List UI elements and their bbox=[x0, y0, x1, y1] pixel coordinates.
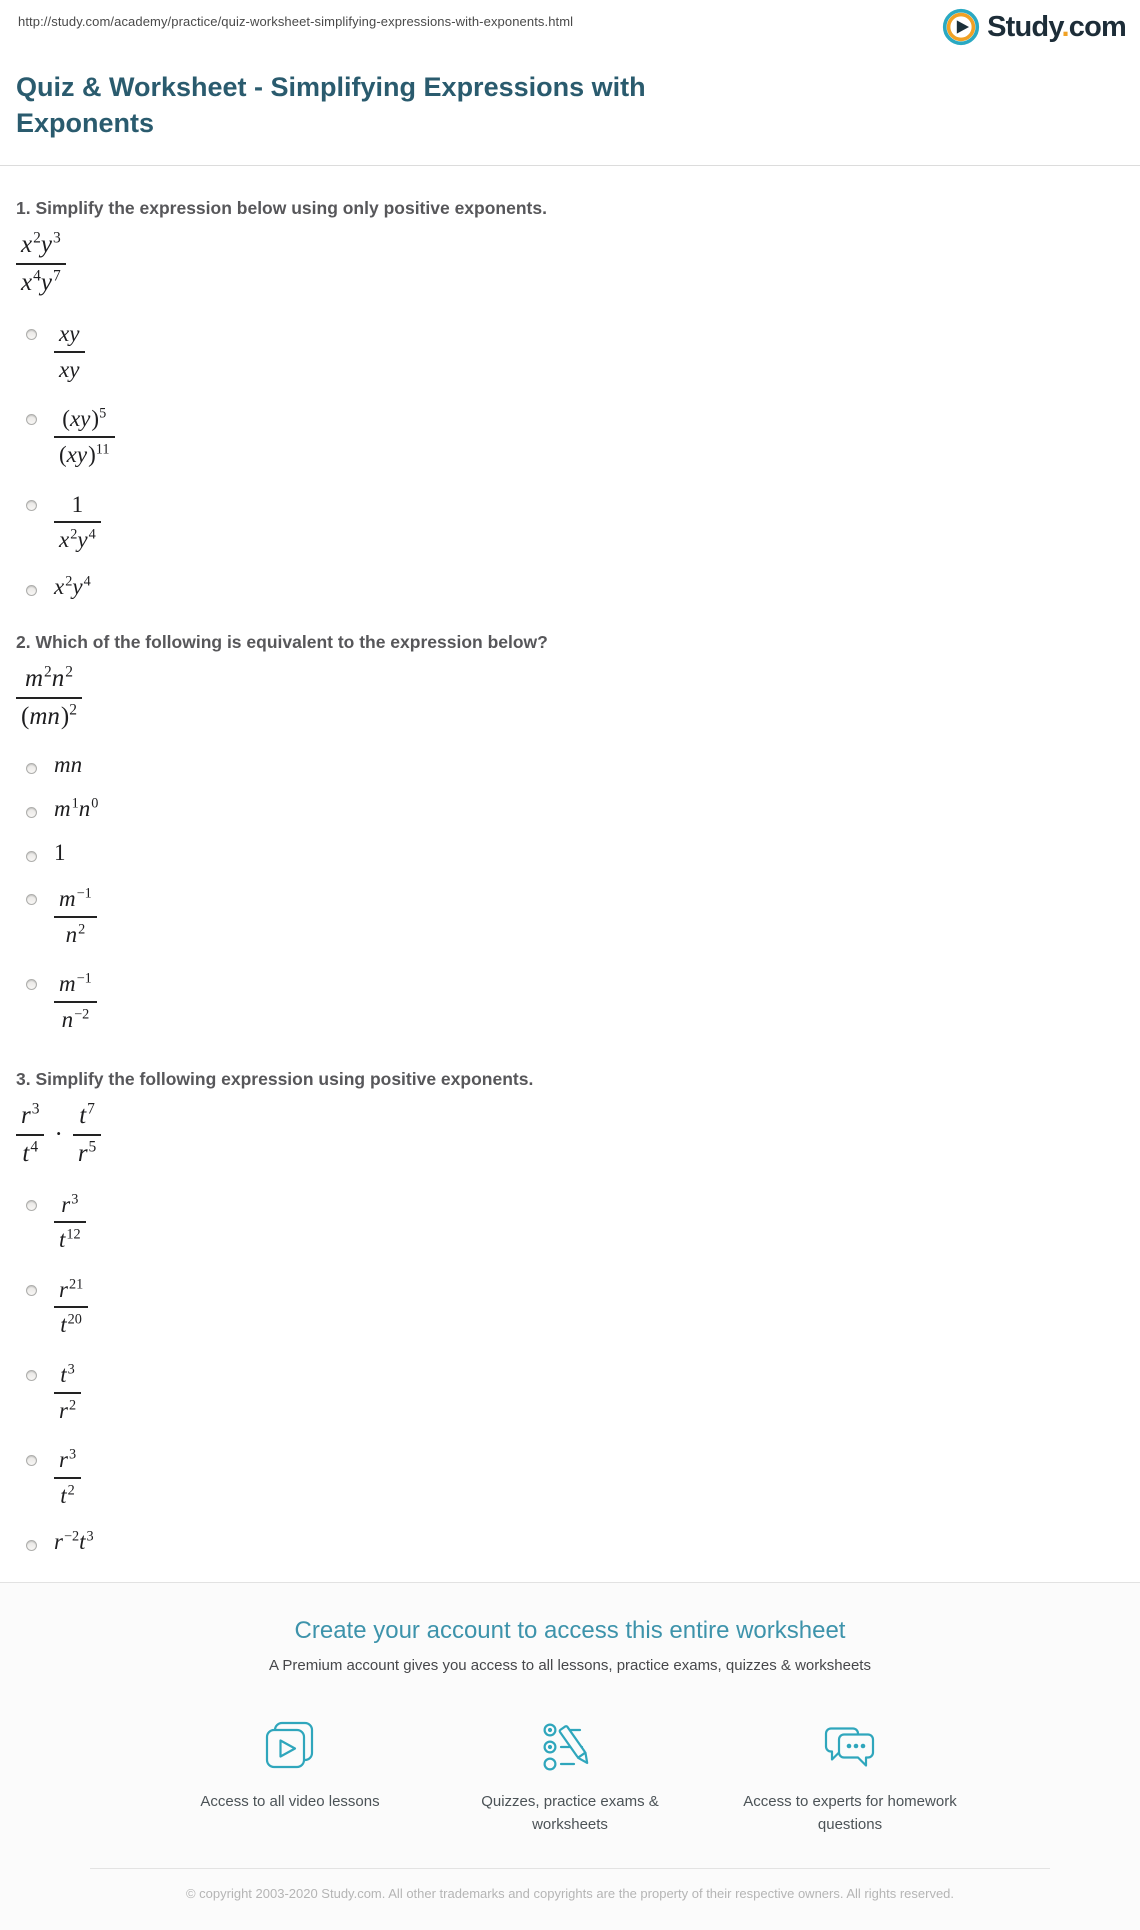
cta-subtitle: A Premium account gives you access to all lessons, practice exams, quizzes & worksheets bbox=[269, 1656, 871, 1674]
radio-button-icon[interactable] bbox=[26, 414, 37, 425]
answer-option[interactable] bbox=[16, 1188, 86, 1257]
question-expression: $\frac{r^3}{t^4}$ · $\frac{t^7}{r^5}$ bbox=[16, 1098, 1124, 1172]
radio-button-icon[interactable] bbox=[26, 979, 37, 990]
feature-label: Access to experts for homework questions bbox=[743, 1792, 957, 1834]
answer-option[interactable] bbox=[16, 1443, 81, 1512]
logo-dot: . bbox=[1061, 10, 1069, 43]
copyright-text: © copyright 2003-2020 Study.com. All other trademarks and copyrights are the property of their respective owners. All rights reserved. bbox=[185, 1886, 955, 1902]
video-lessons-icon bbox=[258, 1718, 322, 1778]
radio-button-icon[interactable] bbox=[26, 807, 37, 818]
answer-option-math: $\frac{xy}{xy}$ bbox=[54, 317, 85, 386]
cta-title: Create your account to access this entire worksheet bbox=[294, 1616, 846, 1644]
answer-options bbox=[16, 1188, 1124, 1556]
answer-option-math: $\frac{r^{21}}{t^{20}}$ bbox=[54, 1273, 88, 1342]
feature-label: Quizzes, practice exams & worksheets bbox=[481, 1792, 659, 1834]
radio-button-icon[interactable] bbox=[26, 1200, 37, 1211]
answer-option-math: $\frac{(xy)^5}{(xy)^{11}}$ bbox=[54, 402, 115, 471]
quizzes-worksheets-icon bbox=[538, 1718, 602, 1778]
answer-option[interactable] bbox=[16, 751, 83, 779]
radio-button-icon[interactable] bbox=[26, 894, 37, 905]
answer-option-math: mn bbox=[54, 752, 83, 778]
answer-option[interactable] bbox=[16, 882, 97, 951]
question-prompt: 3. Simplify the following expression using positive exponents. bbox=[16, 1068, 534, 1089]
answer-option[interactable] bbox=[16, 1273, 88, 1342]
answer-option-math: $\frac{m^{-1}}{n^{-2}}$ bbox=[54, 967, 97, 1036]
answer-option-math: $r^{-2}t^3$ bbox=[54, 1528, 94, 1555]
radio-button-icon[interactable] bbox=[26, 329, 37, 340]
radio-button-icon[interactable] bbox=[26, 851, 37, 862]
answer-option[interactable] bbox=[16, 573, 91, 601]
studycom-logo[interactable] bbox=[942, 8, 1126, 46]
answer-option-math: 1 bbox=[54, 839, 66, 865]
answer-options bbox=[16, 317, 1124, 600]
answer-option-math: $\frac{m^{-1}}{n^2}$ bbox=[54, 882, 97, 951]
feature-item bbox=[740, 1718, 960, 1837]
question-prompt: 1. Simplify the expression below using only positive exponents. bbox=[16, 198, 547, 219]
features-row bbox=[0, 1718, 1140, 1837]
feature-item bbox=[460, 1718, 680, 1837]
answer-option[interactable] bbox=[16, 317, 85, 386]
feature-item bbox=[180, 1718, 400, 1813]
radio-button-icon[interactable] bbox=[26, 500, 37, 511]
question-expression: $\frac{m^2n^2}{(mn)^2}$ bbox=[16, 661, 1124, 735]
question-expression: $\frac{x^2y^3}{x^4y^7}$ bbox=[16, 227, 1124, 301]
answer-option[interactable] bbox=[16, 795, 98, 823]
studycom-logo-icon bbox=[942, 8, 980, 46]
top-header bbox=[0, 0, 1140, 46]
answer-option-math: $x^2y^4$ bbox=[54, 573, 91, 599]
answer-option-math: $\frac{r^3}{t^{12}}$ bbox=[54, 1188, 86, 1257]
answer-option-math: $m^1n^0$ bbox=[54, 795, 99, 821]
radio-button-icon[interactable] bbox=[26, 1285, 37, 1296]
experts-chat-icon bbox=[818, 1718, 882, 1778]
questions-list bbox=[0, 198, 1140, 1556]
answer-option-math: $\frac{r^3}{t^2}$ bbox=[54, 1443, 81, 1512]
answer-option[interactable] bbox=[16, 402, 115, 471]
question-block bbox=[16, 1069, 1124, 1556]
question-prompt: 2. Which of the following is equivalent to the expression below? bbox=[16, 632, 548, 653]
page-url: http://study.com/academy/practice/quiz-worksheet-simplifying-expressions-with-exponents.html bbox=[18, 14, 574, 29]
question-block bbox=[16, 198, 1124, 600]
feature-label: Access to all video lessons bbox=[200, 1792, 380, 1810]
answer-option-math: $\frac{t^3}{r^2}$ bbox=[54, 1358, 81, 1427]
title-divider bbox=[0, 165, 1140, 166]
radio-button-icon[interactable] bbox=[26, 1370, 37, 1381]
radio-button-icon[interactable] bbox=[26, 1540, 37, 1551]
page-title: Quiz & Worksheet - Simplifying Expressions with Exponents bbox=[16, 72, 646, 138]
studycom-logo-text: Study.com bbox=[987, 10, 1126, 43]
answer-option[interactable] bbox=[16, 1358, 81, 1427]
radio-button-icon[interactable] bbox=[26, 1455, 37, 1466]
answer-option[interactable] bbox=[16, 1528, 94, 1556]
radio-button-icon[interactable] bbox=[26, 585, 37, 596]
question-block bbox=[16, 632, 1124, 1036]
radio-button-icon[interactable] bbox=[26, 763, 37, 774]
answer-option[interactable] bbox=[16, 839, 66, 867]
footer-divider bbox=[90, 1868, 1050, 1869]
cta-section bbox=[0, 1582, 1140, 1930]
answer-option-math: $\frac{1}{x^2y^4}$ bbox=[54, 488, 101, 557]
answer-option[interactable] bbox=[16, 488, 101, 557]
answer-options bbox=[16, 751, 1124, 1036]
answer-option[interactable] bbox=[16, 967, 97, 1036]
